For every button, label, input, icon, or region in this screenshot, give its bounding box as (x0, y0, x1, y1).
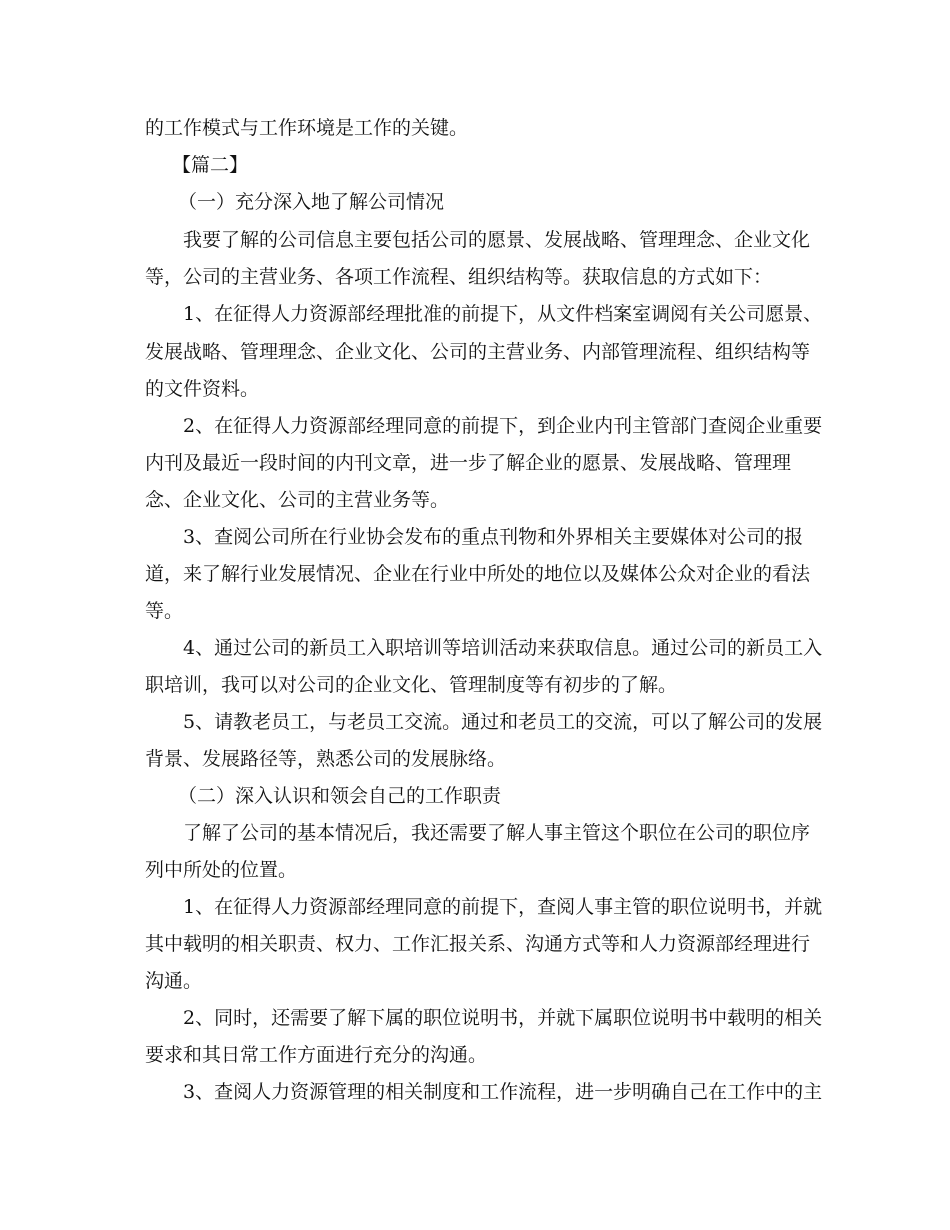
text-line: 2、同时，还需要了解下属的职位说明书，并就下属职位说明书中载明的相关 (183, 1007, 823, 1029)
text-line: 等。 (145, 600, 184, 622)
text-line: 发展战略、管理理念、企业文化、公司的主营业务、内部管理流程、组织结构等 (145, 341, 811, 363)
text-line: 的工作模式与工作环境是工作的关键。 (145, 117, 469, 139)
text-line: 道，来了解行业发展情况、企业在行业中所处的地位以及媒体公众对企业的看法 (145, 563, 811, 585)
text-line: 1、在征得人力资源部经理同意的前提下，查阅人事主管的职位说明书，并就 (183, 896, 823, 918)
text-line: 列中所处的位置。 (145, 859, 298, 881)
text-line: 等，公司的主营业务、各项工作流程、组织结构等。获取信息的方式如下： (145, 266, 773, 288)
text-line: 我要了解的公司信息主要包括公司的愿景、发展战略、管理理念、企业文化 (183, 229, 811, 251)
text-line: 职培训，我可以对公司的企业文化、管理制度等有初步的了解。 (145, 674, 678, 696)
text-line: 2、在征得人力资源部经理同意的前提下，到企业内刊主管部门查阅企业重要 (183, 415, 823, 437)
section-heading: 【篇二】 (172, 154, 249, 176)
text-line: 内刊及最近一段时间的内刊文章，进一步了解企业的愿景、发展战略、管理理 (145, 452, 792, 474)
subsection-heading: （一）充分深入地了解公司情况 (178, 191, 445, 213)
text-line: 背景、发展路径等，熟悉公司的发展脉络。 (145, 748, 507, 770)
text-line: 3、查阅公司所在行业协会发布的重点刊物和外界相关主要媒体对公司的报 (183, 526, 804, 548)
text-line: 其中载明的相关职责、权力、工作汇报关系、沟通方式等和人力资源部经理进行 (145, 933, 811, 955)
text-line: 1、在征得人力资源部经理批准的前提下，从文件档案室调阅有关公司愿景、 (183, 303, 823, 325)
text-line: 3、查阅人力资源管理的相关制度和工作流程，进一步明确自己在工作中的主 (183, 1081, 823, 1103)
text-line: 了解了公司的基本情况后，我还需要了解人事主管这个职位在公司的职位序 (183, 822, 811, 844)
text-line: 要求和其日常工作方面进行充分的沟通。 (145, 1044, 488, 1066)
text-line: 的文件资料。 (145, 378, 260, 400)
text-line: 沟通。 (145, 970, 203, 992)
text-line: 念、企业文化、公司的主营业务等。 (145, 489, 450, 511)
text-line: 4、通过公司的新员工入职培训等培训活动来获取信息。通过公司的新员工入 (183, 637, 823, 659)
subsection-heading: （二）深入认识和领会自己的工作职责 (178, 785, 502, 807)
text-line: 5、请教老员工，与老员工交流。通过和老员工的交流，可以了解公司的发展 (183, 711, 823, 733)
